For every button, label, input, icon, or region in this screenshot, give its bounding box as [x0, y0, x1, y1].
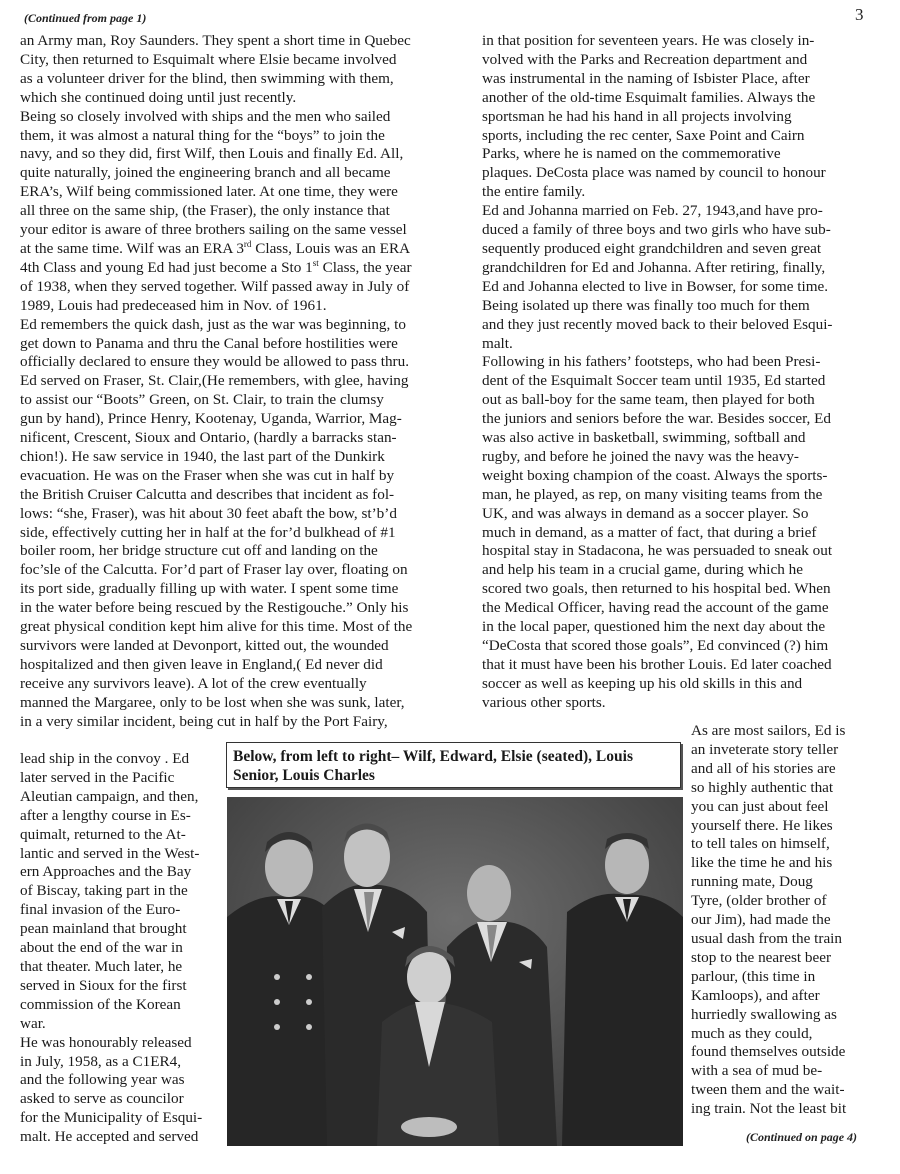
text-line: He was honourably released [20, 1033, 192, 1051]
text-line: tween them and the wait- [691, 1081, 845, 1099]
text-line: Aleutian campaign, and then, [20, 787, 199, 805]
text-line: lows: “she, Fraser), was hit about 30 feet abaft the bow, st’b’d [20, 504, 397, 522]
text-line: survivors were landed at Devonport, kitted out, the wounded [20, 637, 389, 654]
text-line: much as they could, [691, 1024, 813, 1042]
text-line: so highly authentic that [691, 778, 834, 796]
text-line: your editor is aware of three brothers sailing on the same vessel [20, 221, 407, 239]
text-line: dent of the Esquimalt Soccer team until 1935, Ed started [482, 372, 826, 390]
caption-line-1: Below, from left to right– Wilf, Edward, Elsie (seated), Louis [233, 748, 633, 765]
text-line: of Biscay, taking part in the [20, 882, 188, 900]
family-photo [227, 797, 683, 1146]
text-line: City, then returned to Esquimalt where Elsie became involved [20, 50, 397, 68]
text-part: Class, the year [318, 258, 412, 276]
text-line: and all of his stories are [691, 759, 836, 777]
text-line: like the time he and his [691, 854, 833, 872]
text-line: 1989, Louis had predeceased him in Nov. of 1961. [20, 296, 327, 314]
text-line: Ed remembers the quick dash, just as the war was beginning, to [20, 315, 406, 333]
page-number: 3 [855, 5, 864, 24]
right-column [482, 32, 900, 713]
text-line: receive any survivors leave). A lot of the crew eventually [20, 674, 367, 692]
text-line: the juniors and seniors before the war. Besides soccer, Ed [482, 410, 832, 428]
text-line: another of the old-time Esquimalt families. Always the [482, 88, 816, 106]
left-column [20, 32, 470, 732]
left-column-continued [20, 278, 470, 732]
text-line: final invasion of the Euro- [20, 901, 181, 919]
text-line: Following in his fathers’ footsteps, who had been Presi- [482, 353, 821, 371]
text-line: quimalt, returned to the At- [20, 825, 186, 843]
text-line: Ed and Johanna married on Feb. 27, 1943,and have pro- [482, 202, 823, 220]
text-line: them, it was almost a natural thing for the “boys” to join the [20, 126, 385, 144]
text-line: great physical condition kept him alive for this time. Most of the [20, 618, 413, 636]
text-line: found themselves outside [691, 1043, 846, 1061]
text-line: Kamloops), and after [691, 986, 820, 1004]
text-line: rugby, and before he joined the navy was the heavy- [482, 447, 799, 465]
text-line: that theater. Much later, he [20, 957, 183, 975]
text-line: nificent, Crescent, Sioux and Ontario, (hardly a barracks stan- [20, 429, 397, 447]
text-line: running mate, Doug [691, 873, 813, 891]
text-line: which she continued doing until just recently. [20, 88, 297, 106]
text-line: of 1938, when they served together. Wilf passed away in July of [20, 277, 410, 295]
text-line: hurriedly swallowing as [691, 1005, 837, 1023]
text-line: was also active in basketball, swimming, softball and [482, 429, 806, 447]
continued-on-note: (Continued on page 4) [746, 1130, 858, 1144]
text-line: “DeCosta that scored those goals”, Ed convinced (?) him [482, 637, 829, 654]
text-line: scored two goals, then returned to his hospital bed. When [482, 580, 831, 598]
text-line: duced a family of three boys and two girls who have sub- [482, 221, 831, 239]
text-line: gun by hand), Prince Henry, Kootenay, Uganda, Warrior, Mag- [20, 410, 402, 428]
text-line: after a lengthy course in Es- [20, 806, 191, 824]
text-line: to tell tales on himself, [691, 835, 830, 853]
text-line: Parks, where he is named on the commemorative [482, 145, 781, 163]
text-line: officially declared to ensure they would be allowed to pass thru. [20, 353, 409, 371]
text-line: plaques. DeCosta place was named by council to honour [482, 164, 826, 182]
text-line: foc’sle of the Calcutta. For’d part of Fraser lay over, floating on [20, 561, 408, 579]
text-line: Being isolated up there was finally too much for them [482, 296, 810, 314]
text-line: quite naturally, joined the engineering branch and all became [20, 164, 391, 182]
text-line: as a volunteer driver for the blind, then swimming with them, [20, 69, 394, 87]
text-line: in the local paper, questioned him the next day about the [482, 618, 826, 636]
text-line: ing train. Not the least bit [691, 1100, 847, 1118]
text-line: in a very similar incident, being cut in half by the Port Fairy, [20, 712, 388, 730]
text-line: malt. He accepted and served [20, 1128, 199, 1146]
text-line: As are most sailors, Ed is [691, 722, 846, 739]
text-line: an inveterate story teller [691, 740, 839, 758]
text-line: to assist our “Boots” Green, on St. Clair, to train the clumsy [20, 391, 384, 409]
text-part: 4th Class and young Ed had just become a Sto 1 [20, 258, 313, 276]
text-line: Ed served on Fraser, St. Clair,(He remembers, with glee, having [20, 372, 409, 390]
text-line: about the end of the war in [20, 939, 183, 957]
left-narrow-column [20, 750, 225, 1147]
text-line: UK, and was always in demand as a soccer player. So [482, 504, 809, 522]
text-line: in that position for seventeen years. He was closely in- [482, 32, 815, 49]
text-part: at the same time. Wilf was an ERA 3 [20, 239, 244, 257]
text-line: pean mainland that brought [20, 920, 187, 938]
text-line: later served in the Pacific [20, 768, 175, 786]
text-line: all three on the same ship, (the Fraser), the only instance that [20, 202, 390, 220]
text-line: navy, and so they did, first Wilf, then Louis and finally Ed. All, [20, 145, 404, 163]
text-line: side, effectively cutting her in half at the for’d bulkhead of #1 [20, 523, 396, 541]
text-line: war. [20, 1014, 46, 1032]
text-line: sequently produced eight grandchildren and seven great [482, 239, 822, 257]
text-line: asked to serve as councilor [20, 1090, 184, 1108]
continued-from-note: (Continued from page 1) [24, 11, 147, 25]
text-line: lantic and served in the West- [20, 844, 200, 862]
text-line: lead ship in the convoy . Ed [20, 750, 190, 767]
text-line: out as ball-boy for the same team, then played for both [482, 391, 815, 409]
text-line: usual dash from the train [691, 929, 842, 947]
text-line: in the water before being rescued by the Restigouche.” Only his [20, 599, 409, 617]
superscript: rd [243, 238, 252, 249]
text-line: you can just about feel [691, 797, 829, 815]
text-line: evacuation. He was on the Fraser when she was cut in half by [20, 466, 395, 484]
text-line: in July, 1958, as a C1ER4, [20, 1052, 182, 1070]
text-line: manned the Margaree, only to be lost when she was sunk, later, [20, 693, 405, 711]
text-line: hospital stay in Stadacona, he was persuaded to sneak out [482, 542, 833, 560]
family-photo-image [227, 797, 683, 1146]
caption-line-2: Senior, Louis Charles [233, 767, 375, 784]
text-line-superscript [20, 240, 470, 259]
right-narrow-column [691, 722, 891, 1119]
text-line: Being so closely involved with ships and the men who sailed [20, 107, 391, 125]
text-line: yourself there. He likes [691, 816, 833, 834]
text-line: an Army man, Roy Saunders. They spent a short time in Quebec [20, 32, 411, 49]
text-line: parlour, (this time in [691, 967, 816, 985]
text-line: ern Approaches and the Bay [20, 863, 192, 881]
text-line: chion!). He saw service in 1940, the last part of the Dunkirk [20, 447, 385, 465]
text-line: was instrumental in the naming of Isbister Place, after [482, 69, 810, 87]
photo-caption [226, 742, 681, 788]
text-line: the British Cruiser Calcutta and describes that incident as fol- [20, 485, 395, 503]
text-line: and the following year was [20, 1071, 185, 1089]
text-line: sports, including the rec center, Saxe Point and Cairn [482, 126, 805, 144]
text-line: grandchildren for Ed and Johanna. After retiring, finally, [482, 258, 826, 276]
text-line: our Jim), had made the [691, 911, 831, 929]
text-line: the Medical Officer, having read the account of the game [482, 599, 829, 617]
text-line: hospitalized and then given leave in England,( Ed never did [20, 655, 383, 673]
text-part: Class, Louis was an ERA [251, 239, 411, 257]
text-line: stop to the nearest beer [691, 948, 832, 966]
text-line: with a sea of mud be- [691, 1062, 823, 1080]
text-line: volved with the Parks and Recreation department and [482, 50, 808, 68]
text-line: that it must have been his brother Louis. Ed later coached [482, 655, 832, 673]
text-line: boiler room, her bridge structure cut off and landing on the [20, 542, 378, 560]
text-line: man, he played, as rep, on many visiting teams from the [482, 485, 823, 503]
text-line: Tyre, (older brother of [691, 892, 827, 910]
text-line: its port side, gradually filling up with water. I spent some time [20, 580, 399, 598]
text-line: weight boxing champion of the coast. Always the sports- [482, 466, 828, 484]
text-line: soccer as well as keeping up his old skills in this and [482, 674, 803, 692]
text-line: commission of the Korean [20, 995, 181, 1013]
text-line: served in Sioux for the first [20, 976, 187, 994]
superscript: st [312, 257, 319, 268]
text-line: for the Municipality of Esqui- [20, 1109, 203, 1127]
text-line: malt. [482, 334, 513, 352]
text-line: get down to Panama and thru the Canal before hostilities were [20, 334, 398, 352]
text-line: and help his team in a crucial game, during which he [482, 561, 803, 579]
text-line: ERA’s, Wilf being commissioned later. At one time, they were [20, 183, 398, 201]
text-line-superscript [20, 259, 470, 278]
text-line: much in demand, as a matter of fact, that during a brief [482, 523, 817, 541]
text-line: and they just recently moved back to their beloved Esqui- [482, 315, 833, 333]
text-line: various other sports. [482, 693, 606, 711]
text-line: Ed and Johanna elected to live in Bowser, for some time. [482, 277, 829, 295]
text-line: the entire family. [482, 183, 586, 201]
text-line: sportsman he had his hand in all projects involving [482, 107, 792, 125]
